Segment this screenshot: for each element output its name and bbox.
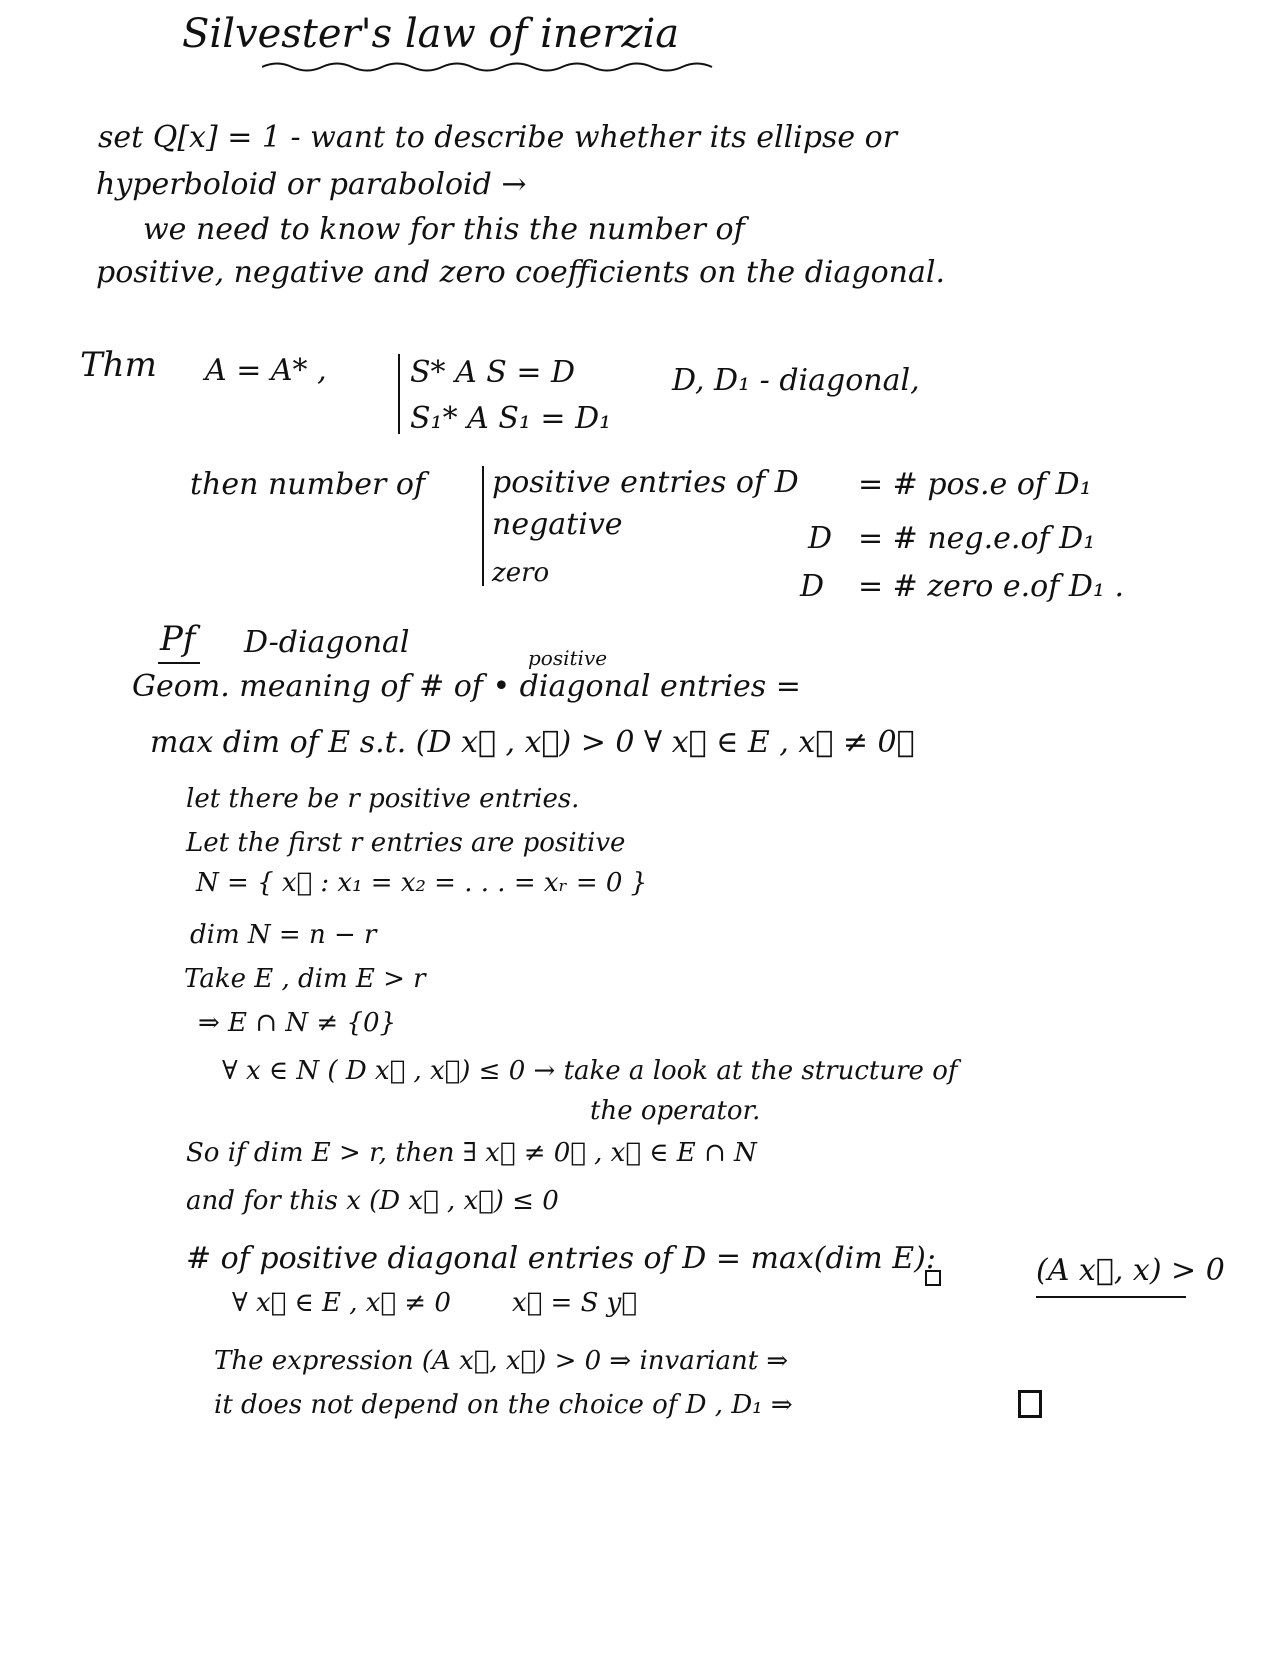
title-underline: [262, 60, 722, 74]
theorem-positive-left: positive entries of D: [492, 465, 799, 500]
proof-line-5: N = { x⃗ : x₁ = x₂ = . . . = xᵣ = 0 }: [196, 868, 648, 898]
proof-line-14: (A x⃗, x) > 0: [1036, 1253, 1225, 1288]
intro-line-1: set Q[x] = 1 - want to describe whether its ellipse or: [98, 120, 898, 155]
theorem-zero-left: zero: [492, 558, 550, 588]
condition-underline: [1036, 1296, 1186, 1298]
theorem-negative-left: negative: [492, 507, 623, 542]
proof-line-2: max dim of E s.t. (D x⃗ , x⃗) > 0 ∀ x⃗ ∈ E , x⃗ ≠ 0⃗: [150, 725, 915, 760]
proof-line-4: Let the first r entries are positive: [186, 828, 626, 858]
theorem-note: D, D₁ - diagonal,: [672, 363, 920, 398]
intro-line-3: we need to know for this the number of: [143, 212, 745, 247]
theorem-negative-right: = # neg.e.of D₁: [858, 521, 1096, 556]
theorem-then: then number of: [190, 467, 426, 502]
theorem-system-brace: [398, 354, 400, 434]
theorem-negative-mid: D: [808, 521, 833, 556]
theorem-zero-right: = # zero e.of D₁ .: [858, 569, 1124, 604]
proof-line-11: So if dim E > r, then ∃ x⃗ ≠ 0⃗ , x⃗ ∈ E ∩ N: [186, 1138, 757, 1168]
proof-line-12: and for this x (D x⃗ , x⃗) ≤ 0: [186, 1186, 559, 1216]
theorem-equation-1: S* A S = D: [410, 355, 576, 390]
proof-line-9: ∀ x ∈ N ( D x⃗ , x⃗) ≤ 0 → take a look at the structure of: [222, 1056, 958, 1086]
proof-line-15: ∀ x⃗ ∈ E , x⃗ ≠ 0: [232, 1288, 451, 1318]
intro-line-2: hyperboloid or paraboloid →: [96, 167, 527, 202]
proof-line-6: dim N = n − r: [190, 920, 377, 950]
proof-label-underline: [158, 662, 200, 664]
proof-line-18: it does not depend on the choice of D , D₁ ⇒: [214, 1390, 793, 1420]
proof-line-13: # of positive diagonal entries of D = max(dim E):: [186, 1241, 936, 1276]
proof-line-8: ⇒ E ∩ N ≠ {0}: [198, 1008, 397, 1038]
proof-label: Pf: [160, 619, 196, 659]
page-title: Silvester's law of inerzia: [182, 11, 680, 57]
qed-symbol: [1018, 1390, 1042, 1418]
theorem-zero-mid: D: [800, 569, 825, 604]
theorem-hypothesis: A = A* ,: [205, 353, 327, 388]
proof-line-1: Geom. meaning of # of • diagonal entries =: [132, 669, 801, 704]
proof-line-16: x⃗ = S y⃗: [512, 1288, 637, 1318]
intro-line-4: positive, negative and zero coefficients on the diagonal.: [96, 255, 945, 290]
proof-line-7: Take E , dim E > r: [184, 964, 426, 994]
proof-line-10: the operator.: [590, 1096, 761, 1126]
theorem-cases-brace: [482, 466, 484, 586]
proof-line-3: let there be r positive entries.: [186, 784, 580, 814]
proof-line-17: The expression (A x⃗, x⃗) > 0 ⇒ invariant ⇒: [214, 1346, 789, 1376]
theorem-equation-2: S₁* A S₁ = D₁: [410, 401, 612, 436]
proof-head: D-diagonal: [244, 625, 410, 660]
theorem-label: Thm: [80, 345, 157, 385]
proof-superscript: positive: [528, 646, 608, 670]
theorem-positive-right: = # pos.e of D₁: [858, 467, 1092, 502]
